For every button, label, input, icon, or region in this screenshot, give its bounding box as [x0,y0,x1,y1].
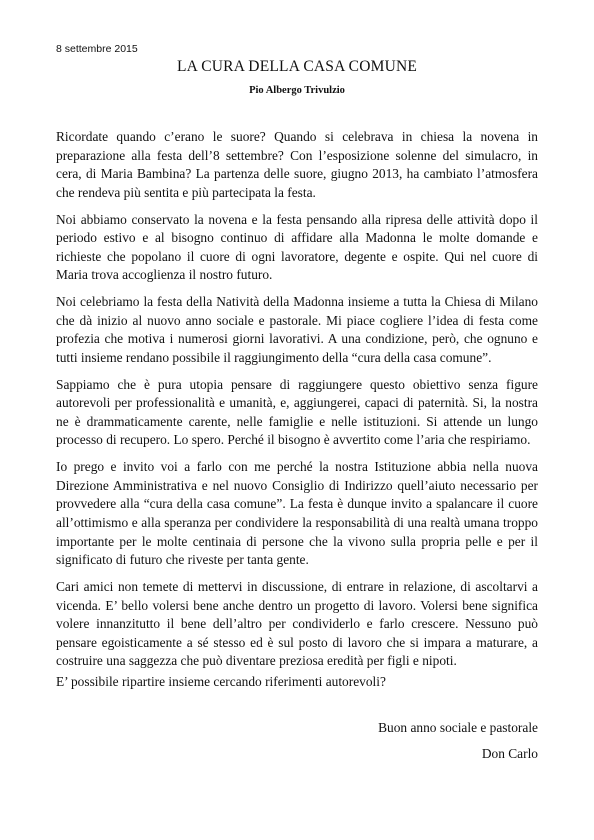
paragraph: Io prego e invito voi a farlo con me perché la nostra Istituzione abbia nella nuova Direzione Amministrativa e nel nuovo Consiglio di Indirizzo quell’aiuto necessario per provvedere alla “cura della casa comune”. La festa è dunque invito a spalancare il cuore all’ottimismo e alla speranza per condividere la responsabilità di una realtà umana troppo importante per le molte centinaia di persone che la vivono sulla propria pelle e per il significato di futuro che riveste per tanta gente. [56,459,538,568]
document-title: LA CURA DELLA CASA COMUNE [176,58,418,75]
paragraph: Cari amici non temete di mettervi in discussione, di entrare in relazione, di ascoltarvi a vicenda. E’ bello volersi bene anche dentro un progetto di lavoro. Volersi bene significa volere innanzitutto il bene dell’altro per condividerlo e farlo crescere. Nessuno può pensare egoisticamente a sé stesso ed è sul posto di lavoro che si impara a maturare, a costruire una saggezza che può diventare preziosa eredità per figli e nipoti. [56,579,538,669]
paragraph: Noi celebriamo la festa della Natività della Madonna insieme a tutta la Chiesa di Milano che dà inizio al nuovo anno sociale e pastorale. Mi piace cogliere l’idea di festa come profezia che motiva i numerosi giorni lavorativi. A una condizione, però, che ognuno e tutti insieme rendano possibile il raggiungimento della “cura della casa comune”. [56,294,538,365]
document-body [56,128,538,700]
paragraph: Ricordate quando c’erano le suore? Quando si celebrava in chiesa la novena in preparazione alla festa dell’8 settembre? Con l’esposizione solenne del simulacro, in cera, di Maria Bambina? La partenza delle suore, giugno 2013, ha cambiato l’atmosfera che rendeva più sentita e più partecipata la festa. [56,129,538,200]
signature: Don Carlo [481,746,538,761]
document-author: Pio Albergo Trivulzio [249,85,345,96]
document-date: 8 settembre 2015 [56,43,138,55]
paragraph: E’ possibile ripartire insieme cercando riferimenti autorevoli? [56,673,386,689]
paragraph: Sappiamo che è pura utopia pensare di raggiungere questo obiettivo senza figure autorevoli per professionalità e umanità, e, aggiungerei, capaci di paternità. Si, la nostra ne è drammaticamente carente, nelle famiglie e nelle istituzioni. Si attende un lungo processo di recupero. Lo spero. Perché il bisogno è avvertito come l’aria che respiriamo. [56,376,538,448]
closing-greeting: Buon anno sociale e pastorale [378,720,538,735]
paragraph: Noi abbiamo conservato la novena e la festa pensando alla ripresa delle attività dopo il periodo estivo e al bisogno continuo di affidare alla Madonna le molte domande e richieste che popolano il cuore di ogni lavoratore, degente e ospite. Qui nel cuore di Maria trova accoglienza il nostro futuro. [56,211,538,283]
